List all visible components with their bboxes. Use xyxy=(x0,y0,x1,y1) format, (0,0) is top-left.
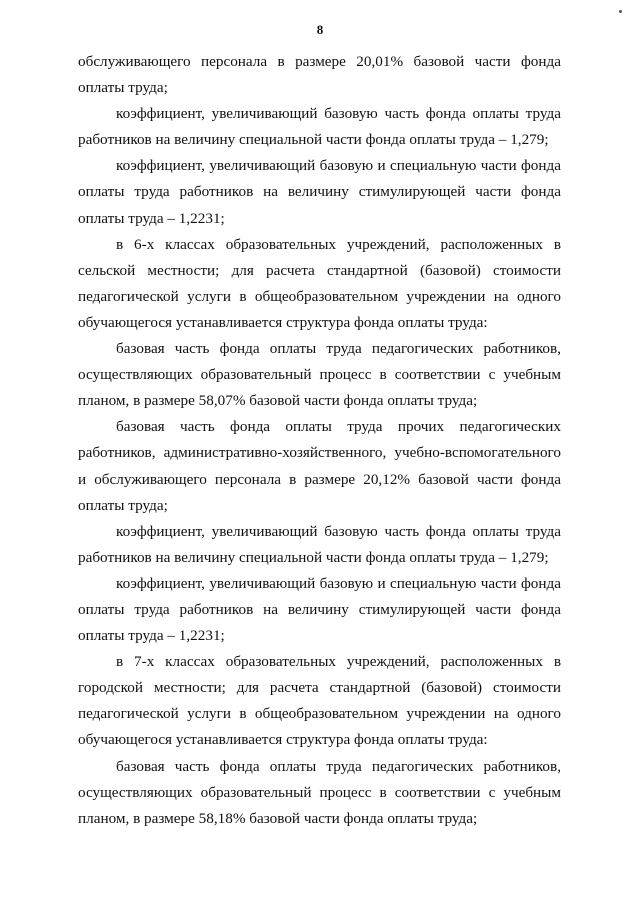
document-body xyxy=(78,49,561,832)
paragraph-6: базовая часть фонда оплаты труда прочих педагогических работников, административно-хозяйственного, учебно-вспомогательного и обслуживающего персонала в размере 20,12% базовой части фонда оплаты труда; xyxy=(78,418,561,514)
scan-mark xyxy=(619,10,622,13)
paragraph-9: в 7-х классах образовательных учреждений, расположенных в городской местности; для расчета стандартной (базовой) стоимости педагогической услуги в общеобразовательном учреждении на одного обучающегося устанавливается структура фонда оплаты труда: xyxy=(78,653,561,749)
paragraph-10: базовая часть фонда оплаты труда педагогических работников, осуществляющих образовательный процесс в соответствии с учебным планом, в размере 58,18% базовой части фонда оплаты труда; xyxy=(78,757,561,827)
page-number: 8 xyxy=(316,22,324,37)
paragraph-5: базовая часть фонда оплаты труда педагогических работников, осуществляющих образовательный процесс в соответствии с учебным планом, в размере 58,07% базовой части фонда оплаты труда; xyxy=(78,340,561,410)
paragraph-3: коэффициент, увеличивающий базовую и специальную части фонда оплаты труда работников на величину стимулирующей части фонда оплаты труда – 1,2231; xyxy=(78,157,561,227)
paragraph-1: обслуживающего персонала в размере 20,01% базовой части фонда оплаты труда; xyxy=(78,53,561,97)
paragraph-8: коэффициент, увеличивающий базовую и специальную части фонда оплаты труда работников на величину стимулирующей части фонда оплаты труда – 1,2231; xyxy=(78,574,561,645)
paragraph-2: коэффициент, увеличивающий базовую часть фонда оплаты труда работников на величину специальной части фонда оплаты труда – 1,279; xyxy=(78,105,561,149)
paragraph-4: в 6-х классах образовательных учреждений, расположенных в сельской местности; для расчета стандартной (базовой) стоимости педагогической услуги в общеобразовательном учреждении на одного обучающегося устанавливается структура фонда оплаты труда: xyxy=(78,235,561,331)
paragraph-7: коэффициент, увеличивающий базовую часть фонда оплаты труда работников на величину специальной части фонда оплаты труда – 1,279; xyxy=(78,522,561,566)
